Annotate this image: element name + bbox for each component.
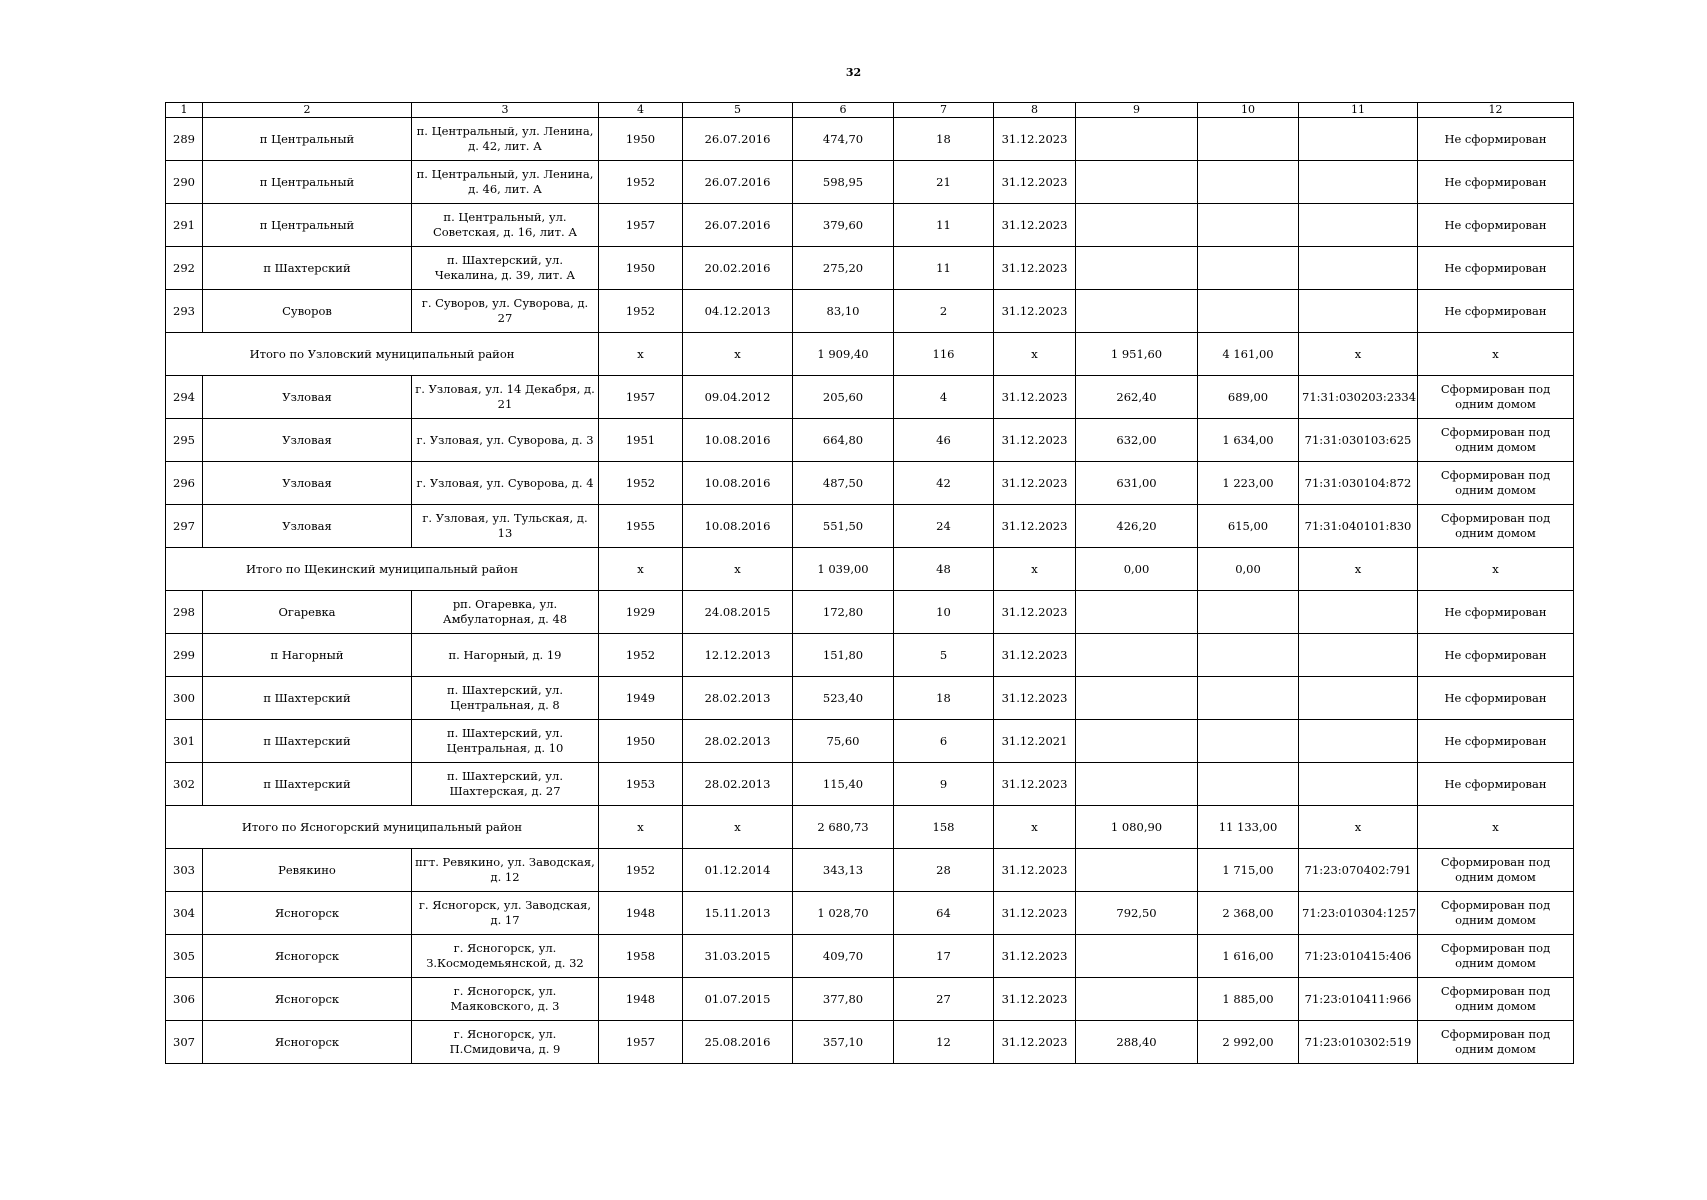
table-cell: 1 885,00 — [1198, 978, 1299, 1021]
table-cell: 300 — [166, 677, 203, 720]
table-cell: Сформирован под одним домом — [1418, 849, 1574, 892]
table-cell: 664,80 — [793, 419, 894, 462]
table-cell — [1198, 290, 1299, 333]
table-cell: 299 — [166, 634, 203, 677]
table-cell: 28.02.2013 — [683, 677, 793, 720]
table-cell: 1957 — [599, 376, 683, 419]
table-cell: Не сформирован — [1418, 634, 1574, 677]
table-cell: Узловая — [203, 505, 412, 548]
table-cell: 6 — [894, 720, 994, 763]
total-cell: 48 — [894, 548, 994, 591]
table-cell: п. Нагорный, д. 19 — [412, 634, 599, 677]
table-cell: 18 — [894, 677, 994, 720]
district-total-row — [166, 806, 1574, 849]
table-cell: рп. Огаревка, ул. Амбулаторная, д. 48 — [412, 591, 599, 634]
table-cell: 1957 — [599, 204, 683, 247]
table-cell: 689,00 — [1198, 376, 1299, 419]
table-cell: 26.07.2016 — [683, 161, 793, 204]
table-cell — [1198, 161, 1299, 204]
table-cell: Не сформирован — [1418, 204, 1574, 247]
table-cell: Суворов — [203, 290, 412, 333]
table-cell — [1076, 849, 1198, 892]
total-cell: 1 080,90 — [1076, 806, 1198, 849]
table-cell: 31.03.2015 — [683, 935, 793, 978]
table-cell — [1076, 247, 1198, 290]
table-cell: 31.12.2023 — [994, 892, 1076, 935]
table-cell: 1952 — [599, 161, 683, 204]
table-cell: 1 715,00 — [1198, 849, 1299, 892]
table-cell: 31.12.2023 — [994, 290, 1076, 333]
table-cell: Сформирован под одним домом — [1418, 505, 1574, 548]
table-cell: п. Шахтерский, ул. Центральная, д. 10 — [412, 720, 599, 763]
column-header: 2 — [203, 103, 412, 118]
table-cell: 10.08.2016 — [683, 462, 793, 505]
table-cell: 303 — [166, 849, 203, 892]
table-cell: 75,60 — [793, 720, 894, 763]
table-cell: 12.12.2013 — [683, 634, 793, 677]
total-cell: 0,00 — [1076, 548, 1198, 591]
table-cell: 1948 — [599, 978, 683, 1021]
table-cell: Сформирован под одним домом — [1418, 978, 1574, 1021]
table-cell: 71:31:030103:625 — [1299, 419, 1418, 462]
table-cell: Огаревка — [203, 591, 412, 634]
table-cell: 71:23:010411:966 — [1299, 978, 1418, 1021]
table-cell — [1198, 118, 1299, 161]
table-cell: 290 — [166, 161, 203, 204]
housing-registry-table — [165, 102, 1574, 1064]
table-cell: 1952 — [599, 634, 683, 677]
table-cell: п Шахтерский — [203, 720, 412, 763]
table-cell: 83,10 — [793, 290, 894, 333]
table-cell: 1957 — [599, 1021, 683, 1064]
table-cell: Ревякино — [203, 849, 412, 892]
table-cell: 4 — [894, 376, 994, 419]
table-cell — [1198, 763, 1299, 806]
table-cell: 46 — [894, 419, 994, 462]
column-header: 7 — [894, 103, 994, 118]
table-cell: 71:23:010304:1257 — [1299, 892, 1418, 935]
table-cell: 31.12.2023 — [994, 978, 1076, 1021]
table-cell: Не сформирован — [1418, 591, 1574, 634]
table-cell: 11 — [894, 204, 994, 247]
table-cell: 298 — [166, 591, 203, 634]
table-cell — [1299, 118, 1418, 161]
table-cell: 296 — [166, 462, 203, 505]
total-cell: 1 039,00 — [793, 548, 894, 591]
table-cell: 2 — [894, 290, 994, 333]
table-cell: 1950 — [599, 118, 683, 161]
total-cell: 116 — [894, 333, 994, 376]
table-cell: 71:23:010415:406 — [1299, 935, 1418, 978]
page-number: 32 — [845, 66, 862, 79]
table-cell: п Нагорный — [203, 634, 412, 677]
table-cell: Сформирован под одним домом — [1418, 462, 1574, 505]
table-cell — [1076, 204, 1198, 247]
table-cell — [1076, 591, 1198, 634]
table-cell: 31.12.2023 — [994, 849, 1076, 892]
table-cell: 5 — [894, 634, 994, 677]
table-cell: Не сформирован — [1418, 720, 1574, 763]
table-cell: 28.02.2013 — [683, 763, 793, 806]
table-cell: 172,80 — [793, 591, 894, 634]
table-row — [166, 247, 1574, 290]
table-cell: Сформирован под одним домом — [1418, 935, 1574, 978]
table-cell: 288,40 — [1076, 1021, 1198, 1064]
table-cell: Сформирован под одним домом — [1418, 1021, 1574, 1064]
table-cell: 1 634,00 — [1198, 419, 1299, 462]
table-cell — [1076, 161, 1198, 204]
table-row — [166, 118, 1574, 161]
table-cell: 275,20 — [793, 247, 894, 290]
table-row — [166, 1021, 1574, 1064]
table-cell — [1076, 677, 1198, 720]
table-row — [166, 376, 1574, 419]
district-total-label: Итого по Щекинский муниципальный район — [166, 548, 599, 591]
column-header: 3 — [412, 103, 599, 118]
table-cell: 11 — [894, 247, 994, 290]
column-header: 8 — [994, 103, 1076, 118]
table-cell: 115,40 — [793, 763, 894, 806]
table-cell — [1076, 290, 1198, 333]
table-cell: 357,10 — [793, 1021, 894, 1064]
table-cell: г. Узловая, ул. Тульская, д. 13 — [412, 505, 599, 548]
column-header: 1 — [166, 103, 203, 118]
table-cell: Не сформирован — [1418, 247, 1574, 290]
table-cell — [1299, 247, 1418, 290]
table-cell: п Шахтерский — [203, 763, 412, 806]
district-total-label: Итого по Ясногорский муниципальный район — [166, 806, 599, 849]
table-cell: 551,50 — [793, 505, 894, 548]
table-cell — [1198, 204, 1299, 247]
total-cell: 1 909,40 — [793, 333, 894, 376]
table-cell: 31.12.2023 — [994, 591, 1076, 634]
table-cell: 26.07.2016 — [683, 118, 793, 161]
table-cell: п Центральный — [203, 204, 412, 247]
total-cell: x — [1418, 806, 1574, 849]
table-cell: 598,95 — [793, 161, 894, 204]
column-header: 6 — [793, 103, 894, 118]
total-cell: x — [994, 548, 1076, 591]
table-cell: 474,70 — [793, 118, 894, 161]
table-cell: 04.12.2013 — [683, 290, 793, 333]
total-cell: x — [1299, 806, 1418, 849]
column-header: 9 — [1076, 103, 1198, 118]
table-cell: 28 — [894, 849, 994, 892]
table-cell: 31.12.2023 — [994, 376, 1076, 419]
table-cell: 1 616,00 — [1198, 935, 1299, 978]
table-cell: 304 — [166, 892, 203, 935]
table-cell: г. Ясногорск, ул. Заводская, д. 17 — [412, 892, 599, 935]
district-total-row — [166, 548, 1574, 591]
table-row — [166, 419, 1574, 462]
table-cell: 1950 — [599, 720, 683, 763]
table-cell: 25.08.2016 — [683, 1021, 793, 1064]
table-cell: Сформирован под одним домом — [1418, 376, 1574, 419]
table-cell: 21 — [894, 161, 994, 204]
table-cell: г. Ясногорск, ул. Маяковского, д. 3 — [412, 978, 599, 1021]
table-cell: Узловая — [203, 462, 412, 505]
table-cell: 1951 — [599, 419, 683, 462]
table-row — [166, 892, 1574, 935]
table-cell: 31.12.2023 — [994, 247, 1076, 290]
table-cell: 292 — [166, 247, 203, 290]
table-cell: 632,00 — [1076, 419, 1198, 462]
table-cell: 295 — [166, 419, 203, 462]
total-cell: x — [1299, 333, 1418, 376]
table-cell: 301 — [166, 720, 203, 763]
table-cell: 615,00 — [1198, 505, 1299, 548]
total-cell: x — [683, 333, 793, 376]
table-cell: 71:23:070402:791 — [1299, 849, 1418, 892]
table-row — [166, 204, 1574, 247]
table-cell — [1299, 161, 1418, 204]
table-cell: 1 223,00 — [1198, 462, 1299, 505]
table-cell: 205,60 — [793, 376, 894, 419]
table-cell: г. Ясногорск, ул. З.Космодемьянской, д. 32 — [412, 935, 599, 978]
total-cell: x — [1299, 548, 1418, 591]
table-cell: 31.12.2023 — [994, 419, 1076, 462]
table-row — [166, 290, 1574, 333]
total-cell: x — [994, 806, 1076, 849]
table-cell: 792,50 — [1076, 892, 1198, 935]
total-cell: x — [599, 548, 683, 591]
total-cell: x — [994, 333, 1076, 376]
table-cell: г. Суворов, ул. Суворова, д. 27 — [412, 290, 599, 333]
table-cell: п. Центральный, ул. Советская, д. 16, лит. А — [412, 204, 599, 247]
table-cell: 31.12.2023 — [994, 763, 1076, 806]
table-cell: п. Центральный, ул. Ленина, д. 42, лит. А — [412, 118, 599, 161]
table-row — [166, 161, 1574, 204]
table-cell: Ясногорск — [203, 935, 412, 978]
total-cell: 0,00 — [1198, 548, 1299, 591]
table-cell: п Центральный — [203, 161, 412, 204]
table-cell: 71:31:040101:830 — [1299, 505, 1418, 548]
table-cell: 1 028,70 — [793, 892, 894, 935]
table-cell: 523,40 — [793, 677, 894, 720]
table-cell: 9 — [894, 763, 994, 806]
table-row — [166, 677, 1574, 720]
table-cell: 297 — [166, 505, 203, 548]
table-cell: 31.12.2023 — [994, 204, 1076, 247]
table-cell: 1929 — [599, 591, 683, 634]
table-cell: 31.12.2023 — [994, 677, 1076, 720]
table-cell — [1076, 763, 1198, 806]
table-cell: Не сформирован — [1418, 763, 1574, 806]
table-cell: 31.12.2023 — [994, 505, 1076, 548]
table-cell: 291 — [166, 204, 203, 247]
table-row — [166, 763, 1574, 806]
table-cell: 1952 — [599, 849, 683, 892]
table-cell: 15.11.2013 — [683, 892, 793, 935]
table-cell: г. Ясногорск, ул. П.Смидовича, д. 9 — [412, 1021, 599, 1064]
column-number-header-row — [166, 103, 1574, 118]
table-cell: п. Шахтерский, ул. Шахтерская, д. 27 — [412, 763, 599, 806]
table-cell — [1299, 204, 1418, 247]
total-cell: 158 — [894, 806, 994, 849]
total-cell: 2 680,73 — [793, 806, 894, 849]
table-cell — [1299, 763, 1418, 806]
total-cell: 11 133,00 — [1198, 806, 1299, 849]
table-cell: 1952 — [599, 290, 683, 333]
table-cell: 10 — [894, 591, 994, 634]
table-cell: пгт. Ревякино, ул. Заводская, д. 12 — [412, 849, 599, 892]
table-cell: п. Шахтерский, ул. Центральная, д. 8 — [412, 677, 599, 720]
table-cell: 20.02.2016 — [683, 247, 793, 290]
table-cell: Не сформирован — [1418, 677, 1574, 720]
table-cell: 31.12.2021 — [994, 720, 1076, 763]
table-cell: Не сформирован — [1418, 161, 1574, 204]
table-cell: 631,00 — [1076, 462, 1198, 505]
table-cell — [1299, 720, 1418, 763]
table-cell — [1076, 978, 1198, 1021]
table-cell: 10.08.2016 — [683, 505, 793, 548]
table-cell: 302 — [166, 763, 203, 806]
total-cell: x — [1418, 333, 1574, 376]
table-cell: 24 — [894, 505, 994, 548]
table-cell — [1076, 720, 1198, 763]
table-row — [166, 978, 1574, 1021]
table-cell: 1958 — [599, 935, 683, 978]
table-cell: 305 — [166, 935, 203, 978]
total-cell: x — [599, 806, 683, 849]
table-cell: 17 — [894, 935, 994, 978]
district-total-label: Итого по Узловский муниципальный район — [166, 333, 599, 376]
table-cell: Сформирован под одним домом — [1418, 892, 1574, 935]
table-cell: 379,60 — [793, 204, 894, 247]
table-cell — [1299, 634, 1418, 677]
total-cell: x — [1418, 548, 1574, 591]
table-cell: 26.07.2016 — [683, 204, 793, 247]
table-cell — [1198, 247, 1299, 290]
table-cell: 1955 — [599, 505, 683, 548]
total-cell: 1 951,60 — [1076, 333, 1198, 376]
table-cell: Не сформирован — [1418, 290, 1574, 333]
table-cell: 2 992,00 — [1198, 1021, 1299, 1064]
table-cell — [1299, 677, 1418, 720]
table-cell: 151,80 — [793, 634, 894, 677]
table-cell: 27 — [894, 978, 994, 1021]
column-header: 4 — [599, 103, 683, 118]
table-cell — [1198, 634, 1299, 677]
table-cell: Не сформирован — [1418, 118, 1574, 161]
table-cell: Сформирован под одним домом — [1418, 419, 1574, 462]
table-cell: 343,13 — [793, 849, 894, 892]
table-row — [166, 849, 1574, 892]
table-cell: 262,40 — [1076, 376, 1198, 419]
column-header: 12 — [1418, 103, 1574, 118]
table-cell: п. Шахтерский, ул. Чекалина, д. 39, лит. А — [412, 247, 599, 290]
total-cell: x — [683, 806, 793, 849]
table-cell: Узловая — [203, 419, 412, 462]
table-row — [166, 720, 1574, 763]
table-row — [166, 462, 1574, 505]
table-row — [166, 591, 1574, 634]
table-cell: 409,70 — [793, 935, 894, 978]
table-cell — [1198, 591, 1299, 634]
table-cell: 293 — [166, 290, 203, 333]
table-cell: г. Узловая, ул. Суворова, д. 3 — [412, 419, 599, 462]
table-cell: 64 — [894, 892, 994, 935]
table-cell: 09.04.2012 — [683, 376, 793, 419]
table-cell — [1299, 591, 1418, 634]
column-header: 11 — [1299, 103, 1418, 118]
table-cell — [1299, 290, 1418, 333]
table-cell: 1949 — [599, 677, 683, 720]
table-cell: Ясногорск — [203, 978, 412, 1021]
table-cell — [1076, 634, 1198, 677]
column-header: 5 — [683, 103, 793, 118]
table-body — [166, 118, 1574, 1064]
table-cell: 28.02.2013 — [683, 720, 793, 763]
table-row — [166, 634, 1574, 677]
total-cell: x — [683, 548, 793, 591]
table-cell: 31.12.2023 — [994, 462, 1076, 505]
table-cell — [1076, 118, 1198, 161]
table-cell: г. Узловая, ул. Суворова, д. 4 — [412, 462, 599, 505]
table-cell: 12 — [894, 1021, 994, 1064]
table-cell: п Шахтерский — [203, 247, 412, 290]
table-cell: 31.12.2023 — [994, 118, 1076, 161]
table-cell: 426,20 — [1076, 505, 1198, 548]
table-cell: 377,80 — [793, 978, 894, 1021]
table-row — [166, 505, 1574, 548]
table-cell: п Шахтерский — [203, 677, 412, 720]
table-cell: 1948 — [599, 892, 683, 935]
table-cell: 306 — [166, 978, 203, 1021]
table-cell: 1950 — [599, 247, 683, 290]
table-cell: 18 — [894, 118, 994, 161]
table-cell — [1076, 935, 1198, 978]
table-cell: 31.12.2023 — [994, 935, 1076, 978]
total-cell: x — [599, 333, 683, 376]
table-cell: 71:31:030104:872 — [1299, 462, 1418, 505]
table-cell: 294 — [166, 376, 203, 419]
table-cell: 2 368,00 — [1198, 892, 1299, 935]
table-cell: 24.08.2015 — [683, 591, 793, 634]
table-cell: Ясногорск — [203, 892, 412, 935]
table-cell: 71:31:030203:2334 — [1299, 376, 1418, 419]
table-cell — [1198, 677, 1299, 720]
total-cell: 4 161,00 — [1198, 333, 1299, 376]
table-cell: 307 — [166, 1021, 203, 1064]
table-cell: Узловая — [203, 376, 412, 419]
table-cell: г. Узловая, ул. 14 Декабря, д. 21 — [412, 376, 599, 419]
table-cell: 289 — [166, 118, 203, 161]
table-cell: 31.12.2023 — [994, 1021, 1076, 1064]
table-cell: 1953 — [599, 763, 683, 806]
table-cell: п Центральный — [203, 118, 412, 161]
table-cell: 01.12.2014 — [683, 849, 793, 892]
column-header: 10 — [1198, 103, 1299, 118]
table-cell — [1198, 720, 1299, 763]
district-total-row — [166, 333, 1574, 376]
table-cell: 487,50 — [793, 462, 894, 505]
table-cell: п. Центральный, ул. Ленина, д. 46, лит. А — [412, 161, 599, 204]
table-cell: Ясногорск — [203, 1021, 412, 1064]
table-cell: 71:23:010302:519 — [1299, 1021, 1418, 1064]
table-cell: 31.12.2023 — [994, 161, 1076, 204]
table-cell: 42 — [894, 462, 994, 505]
table-cell: 1952 — [599, 462, 683, 505]
table-cell: 01.07.2015 — [683, 978, 793, 1021]
table-row — [166, 935, 1574, 978]
table-cell: 31.12.2023 — [994, 634, 1076, 677]
table-cell: 10.08.2016 — [683, 419, 793, 462]
